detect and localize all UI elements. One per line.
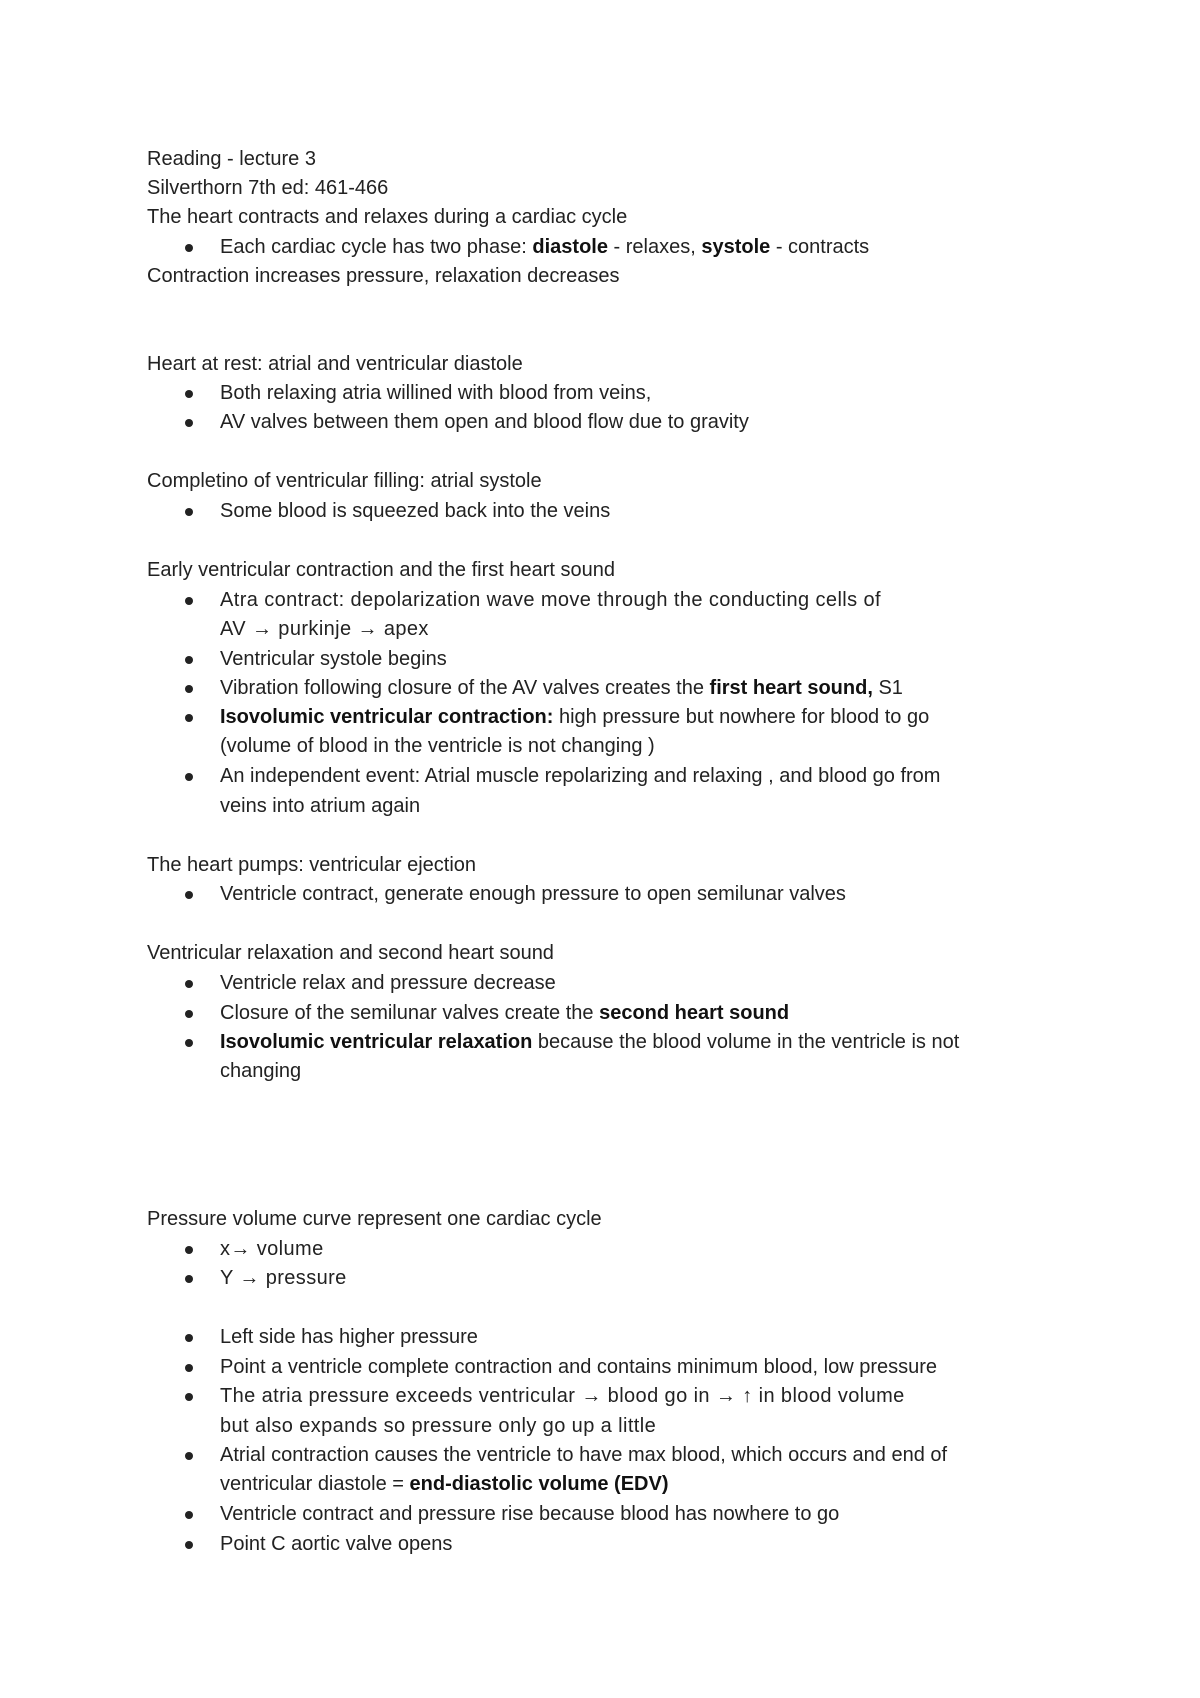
rest-heading: Heart at rest: atrial and ventricular diastole bbox=[147, 353, 523, 375]
list-item: Ventricle relax and pressure decrease bbox=[220, 972, 556, 994]
relax-heading: Ventricular relaxation and second heart sound bbox=[147, 942, 554, 964]
intro-bullet: Each cardiac cycle has two phase: diastole - relaxes, systole - contracts bbox=[220, 236, 870, 258]
bullet-dot bbox=[185, 1010, 193, 1018]
bullet-dot bbox=[185, 419, 193, 427]
list-item: Point a ventricle complete contraction and contains minimum blood, low pressure bbox=[220, 1356, 938, 1378]
bullet-dot bbox=[185, 1246, 193, 1254]
doc-title: Reading - lecture 3 bbox=[147, 148, 316, 170]
bullet-dot bbox=[185, 1541, 193, 1549]
bullet-dot bbox=[185, 1039, 193, 1047]
bullet-dot bbox=[185, 1334, 193, 1342]
bullet-dot bbox=[185, 1511, 193, 1519]
bullet-dot bbox=[185, 1275, 193, 1283]
list-item: Some blood is squeezed back into the veins bbox=[220, 500, 611, 522]
list-item: Atrial contraction causes the ventricle to have max blood, which occurs and end of bbox=[220, 1444, 948, 1466]
bullet-dot bbox=[185, 244, 193, 252]
list-item-cont: AV → purkinje → apex bbox=[220, 618, 429, 640]
list-item: Y → pressure bbox=[220, 1267, 347, 1289]
list-item-cont: ventricular diastole = end-diastolic volume (EDV) bbox=[220, 1473, 669, 1495]
intro-line: The heart contracts and relaxes during a cardiac cycle bbox=[147, 206, 628, 228]
bullet-dot bbox=[185, 980, 193, 988]
bullet-dot bbox=[185, 891, 193, 899]
list-item: The atria pressure exceeds ventricular → blood go in → ↑ in blood volume bbox=[220, 1385, 905, 1407]
list-item: Atra contract: depolarization wave move through the conducting cells of bbox=[220, 589, 881, 611]
list-item: x→ volume bbox=[220, 1238, 324, 1260]
pumps-heading: The heart pumps: ventricular ejection bbox=[147, 854, 477, 876]
list-item: Ventricle contract, generate enough pressure to open semilunar valves bbox=[220, 883, 846, 905]
list-item: Isovolumic ventricular relaxation because the blood volume in the ventricle is not bbox=[220, 1031, 960, 1053]
list-item: Both relaxing atria willined with blood from veins, bbox=[220, 382, 652, 404]
list-item: Ventricular systole begins bbox=[220, 648, 447, 670]
bullet-dot bbox=[185, 597, 193, 605]
bullet-dot bbox=[185, 1364, 193, 1372]
list-item-cont: changing bbox=[220, 1060, 302, 1082]
filling-heading: Completino of ventricular filling: atrial systole bbox=[147, 470, 542, 492]
list-item: Point C aortic valve opens bbox=[220, 1533, 453, 1555]
bullet-dot bbox=[185, 1393, 193, 1401]
list-item: Isovolumic ventricular contraction: high pressure but nowhere for blood to go bbox=[220, 706, 930, 728]
bullet-dot bbox=[185, 390, 193, 398]
bullet-dot bbox=[185, 773, 193, 781]
list-item: Left side has higher pressure bbox=[220, 1326, 478, 1348]
list-item-cont: (volume of blood in the ventricle is not changing ) bbox=[220, 735, 655, 757]
list-item: Closure of the semilunar valves create the second heart sound bbox=[220, 1002, 790, 1024]
intro-line-2: Contraction increases pressure, relaxation decreases bbox=[147, 265, 620, 287]
list-item: Vibration following closure of the AV valves creates the first heart sound, S1 bbox=[220, 677, 903, 699]
early-heading: Early ventricular contraction and the first heart sound bbox=[147, 559, 616, 581]
list-item: An independent event: Atrial muscle repolarizing and relaxing , and blood go from bbox=[220, 765, 941, 787]
list-item: AV valves between them open and blood flow due to gravity bbox=[220, 411, 749, 433]
doc-source: Silverthorn 7th ed: 461-466 bbox=[147, 177, 389, 199]
bullet-dot bbox=[185, 508, 193, 516]
pv-heading: Pressure volume curve represent one cardiac cycle bbox=[147, 1208, 602, 1230]
bullet-dot bbox=[185, 714, 193, 722]
list-item-cont: but also expands so pressure only go up a little bbox=[220, 1415, 657, 1437]
bullet-dot bbox=[185, 1452, 193, 1460]
list-item: Ventricle contract and pressure rise because blood has nowhere to go bbox=[220, 1503, 840, 1525]
bullet-dot bbox=[185, 685, 193, 693]
list-item-cont: veins into atrium again bbox=[220, 795, 421, 817]
bullet-dot bbox=[185, 656, 193, 664]
